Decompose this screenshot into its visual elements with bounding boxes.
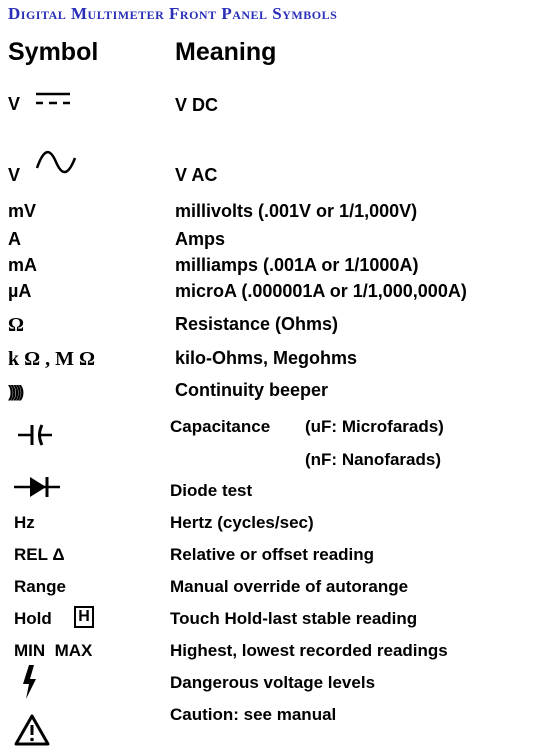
capacitance-note-uf: (uF: Microfarads) [305,417,444,436]
meaning-column-header: Meaning [175,38,277,66]
symbol-v-ac: V [8,165,21,185]
meaning-a: Amps [175,229,226,249]
meaning-rel: Relative or offset reading [170,545,375,564]
page-title: Digital Multimeter Front Panel Symbols [8,4,338,23]
continuity-beeper-icon: ))))) [8,382,22,401]
ac-sine-icon [36,150,76,176]
meaning-caution: Caution: see manual [170,705,337,724]
capacitance-note-nf: (nF: Nanofarads) [305,450,441,469]
meaning-hold: Touch Hold-last stable reading [170,609,418,628]
meaning-danger: Dangerous voltage levels [170,673,376,692]
meaning-v-dc: V DC [175,95,219,115]
symbol-range: Range [14,577,66,596]
symbol-min-max: MIN MAX [14,641,93,660]
meaning-ohm: Resistance (Ohms) [175,314,339,334]
capacitor-icon [18,424,52,446]
symbol-mv: mV [8,201,37,221]
symbol-ohm: Ω [8,314,25,336]
meaning-capacitance: Capacitance [170,417,271,436]
meaning-ua: microA (.000001A or 1/1,000,000A) [175,281,467,301]
meaning-diode: Diode test [170,481,253,500]
symbol-ua: µA [8,281,32,301]
meaning-min-max: Highest, lowest recorded readings [170,641,448,660]
meaning-ma: milliamps (.001A or 1/1000A) [175,255,419,275]
meaning-mv: millivolts (.001V or 1/1,000V) [175,201,418,221]
symbol-column-header: Symbol [8,38,99,66]
meaning-hz: Hertz (cycles/sec) [170,513,314,532]
symbol-rel-delta: REL Δ [14,545,65,564]
symbol-a: A [8,229,21,249]
meaning-v-ac: V AC [175,165,218,185]
symbol-v-dc: V [8,94,21,114]
meaning-kilo-mega-ohm: kilo-Ohms, Megohms [175,348,358,368]
symbol-hz: Hz [14,513,35,532]
lightning-bolt-icon [20,665,40,699]
dc-symbol-icon [36,92,72,106]
symbol-kilo-mega-ohm: k Ω , M Ω [8,348,96,370]
symbol-hold: Hold [14,609,52,628]
symbol-ma: mA [8,255,38,275]
meaning-continuity: Continuity beeper [175,380,329,400]
warning-triangle-icon [14,714,50,746]
diode-icon [14,475,62,499]
hold-box-icon: H [74,606,94,628]
meaning-range: Manual override of autorange [170,577,409,596]
